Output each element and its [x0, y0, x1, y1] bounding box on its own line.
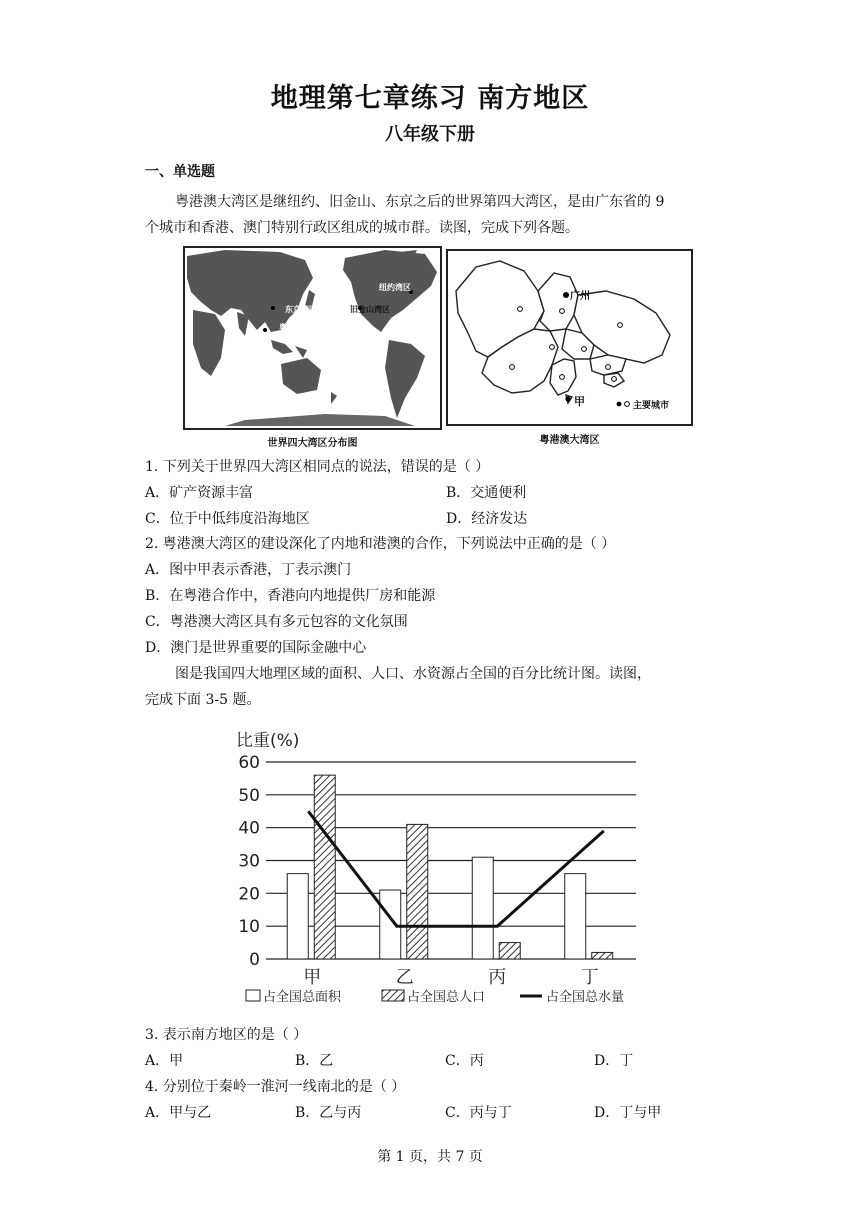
question-1-option-c: C．位于中低纬度沿海地区 — [145, 511, 310, 527]
page-subtitle: 八年级下册 — [385, 124, 475, 145]
section-heading: 一、单选题 — [145, 164, 215, 180]
world-map-graphic — [185, 248, 440, 428]
legend-swatch-population — [382, 990, 404, 1001]
world-bay-area-map — [183, 246, 442, 430]
bar-population — [407, 824, 428, 959]
x-tick-label: 丙 — [488, 967, 507, 988]
question-1-option-b: B．交通便利 — [446, 485, 527, 501]
page-title: 地理第七章练习 南方地区 — [270, 83, 590, 114]
question-4-stem: 4. 分别位于秦岭一淮河一线南北的是（ ） — [145, 1079, 406, 1095]
line-water — [308, 811, 604, 926]
question-3-stem: 3. 表示南方地区的是（ ） — [145, 1027, 308, 1043]
question-4-option-a: A．甲与乙 — [145, 1105, 212, 1121]
x-tick-label: 丁 — [580, 967, 599, 988]
gba-label: 粤港澳大湾区 — [279, 323, 327, 332]
bar-area — [380, 890, 401, 959]
legend-label-population: 占全国总人口 — [407, 990, 486, 1005]
y-tick-label: 0 — [249, 950, 260, 970]
question-4-option-b: B．乙与丙 — [295, 1105, 362, 1121]
y-axis-label: 比重(%) — [236, 731, 300, 751]
x-tick-label: 甲 — [303, 967, 322, 988]
y-tick-label: 60 — [238, 753, 260, 773]
bar-area — [472, 857, 493, 959]
y-tick-label: 50 — [238, 785, 260, 806]
question-4-option-c: C．丙与丁 — [445, 1105, 512, 1121]
y-tick-label: 30 — [238, 851, 260, 872]
bar-population — [592, 952, 613, 959]
question-2-option-a: A．图中甲表示香港，丁表示澳门 — [145, 562, 352, 578]
map-legend-label: 主要城市 — [633, 401, 670, 411]
legend-label-water: 占全国总水量 — [546, 990, 625, 1005]
bar-population — [314, 775, 335, 959]
question-1-option-d: D．经济发达 — [446, 511, 528, 527]
y-tick-label: 10 — [238, 917, 260, 938]
question-2-option-c: C．粤港澳大湾区具有多元包容的文化氛围 — [145, 614, 408, 630]
question-2-option-b: B．在粤港合作中，香港向内地提供厂房和能源 — [145, 588, 436, 604]
tokyo-bay-label: 东京湾区 — [285, 305, 317, 314]
y-tick-label: 40 — [238, 818, 260, 839]
sf-bay-label: 旧金山湾区 — [350, 305, 390, 314]
x-tick-label: 乙 — [395, 967, 414, 988]
question-4-option-d: D．丁与甲 — [594, 1105, 662, 1121]
intro1-line2: 个城市和香港、澳门特别行政区组成的城市群。读图，完成下列各题。 — [145, 220, 579, 236]
guangzhou-label: 广州 — [570, 291, 590, 302]
question-2-option-d: D．澳门是世界重要的国际金融中心 — [145, 640, 367, 656]
question-3-option-a: A．甲 — [145, 1053, 184, 1069]
question-3-option-c: C．丙 — [445, 1053, 484, 1069]
bar-area — [565, 874, 586, 959]
bar-area — [287, 874, 308, 959]
ny-bay-label: 纽约湾区 — [379, 283, 411, 292]
question-3-option-b: B．乙 — [295, 1053, 334, 1069]
question-1-option-a: A．矿产资源丰富 — [145, 485, 254, 501]
question-2-stem: 2. 粤港澳大湾区的建设深化了内地和港澳的合作，下列说法中正确的是（ ） — [145, 536, 616, 552]
intro1-line1: 粤港澳大湾区是继纽约、旧金山、东京之后的世界第四大湾区，是由广东省的 9 — [175, 194, 665, 210]
question-3-option-d: D．丁 — [594, 1053, 634, 1069]
bar-population — [499, 943, 520, 959]
question-1-stem: 1. 下列关于世界四大湾区相同点的说法，错误的是（ ） — [145, 459, 490, 475]
legend-label-area: 占全国总面积 — [263, 990, 342, 1005]
page-number: 第 1 页，共 7 页 — [377, 1149, 483, 1165]
y-tick-label: 20 — [238, 884, 260, 905]
world-map-caption: 世界四大湾区分布图 — [267, 438, 358, 449]
region-statistics-chart — [230, 726, 650, 1016]
legend-swatch-area — [246, 990, 260, 1001]
gba-map-caption: 粤港澳大湾区 — [539, 435, 600, 446]
jia-label: 甲 — [574, 395, 585, 408]
intro2-line1: 图是我国四大地理区域的面积、人口、水资源占全国的百分比统计图。读图， — [175, 666, 651, 682]
intro2-line2: 完成下面 3-5 题。 — [145, 692, 261, 708]
gba-map — [446, 249, 693, 426]
